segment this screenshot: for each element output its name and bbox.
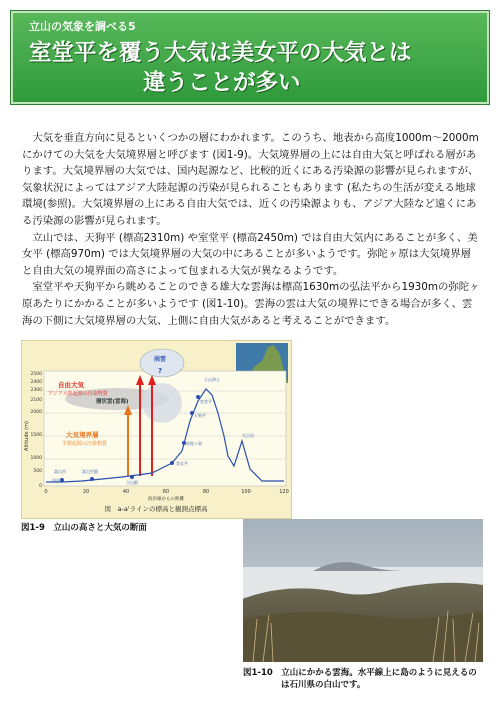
cloud-column (142, 383, 182, 423)
x-tick-labels (44, 489, 288, 495)
x-tick: 80 (202, 489, 210, 495)
atmosphere-cross-section-diagram (22, 341, 291, 518)
y-tick: 0 (39, 484, 42, 489)
page-title-line2: 違うことが多い (143, 70, 301, 96)
y-tick: 1500 (30, 433, 42, 438)
label-asia-pollutant: アジア大陸起源の汚染物質 (48, 391, 108, 397)
figure-inner-caption: 図 a-a'ラインの標高と観測点標高 (104, 505, 208, 513)
y-tick-labels (31, 371, 43, 489)
x-tick: 120 (279, 489, 289, 495)
label-layered-cloud: 層状雲(雲海) (96, 399, 129, 405)
x-tick: 60 (162, 489, 170, 495)
title-banner (11, 11, 489, 104)
x-tick: 40 (122, 489, 130, 495)
y-tick: 2300 (30, 388, 42, 393)
photo-illustration (243, 519, 483, 662)
site-label: 富山市 (54, 469, 66, 474)
site-label: 弥陀ヶ原 (186, 441, 202, 446)
paragraph-3: 室堂平や天狗平から眺めることのできる雄大な雲海は標高1630mの弘法平から1930mの弥陀ヶ原あたりにかかることが多いようです (図1-10)。雲海の雲は大気の境界にできる場合が多く、雲海の下側に大気境界層の大気、上側に自由大気があると考えることができます。 (22, 281, 480, 327)
label-plain-pollutant: 平野起源の汚染物質 (62, 441, 108, 447)
site-label: 大日岳 (242, 433, 254, 438)
body-text (22, 130, 480, 329)
y-tick: 1000 (30, 456, 42, 461)
sea-of-clouds-photo (243, 519, 483, 662)
site-label: 美女平 (176, 461, 188, 466)
x-tick: 100 (241, 489, 251, 495)
site-label: 天狗平 (194, 413, 206, 418)
paragraph-2: 立山では、天狗平 (標高2310m) や室堂平 (標高2450m) では自由大気内にあることが多く、美女平 (標高970m) では大気境界層の大気の中にあることが多いようです。弥陀ヶ原は大気境界層と自由大気の境界面の高さによって包まれる大気が異なるようです。 (22, 231, 478, 277)
y-tick: 2400 (30, 380, 42, 385)
site-label: 国見 (52, 478, 60, 483)
figure-1-10-caption-line1: 図1-10 立山にかかる雲海。水平線上に島のように見えるの (243, 668, 477, 678)
y-axis-label: Altitude (m) (24, 421, 30, 451)
figure-1-9-caption: 図1-9 立山の高さと大気の断面 (21, 523, 147, 533)
site-label: 立山駅 (126, 480, 138, 485)
figure-1-10-caption-line2: は石川県の白山です。 (281, 680, 366, 690)
y-tick: 2000 (30, 410, 42, 415)
x-tick: 20 (82, 489, 90, 495)
y-tick: 2100 (30, 398, 42, 403)
label-free-atmosphere: 自由大気 (58, 381, 84, 389)
y-tick: 500 (33, 469, 42, 474)
site-label: 富山空港 (82, 469, 98, 474)
site-label: 室堂平 (200, 399, 212, 404)
site-label: 立山浄土 (204, 377, 220, 382)
figure-1-10-caption (243, 667, 488, 691)
y-tick: 2500 (30, 372, 42, 377)
figure-1-9 (21, 340, 292, 519)
x-axis-label: 海岸線からの距離 (148, 497, 184, 502)
series-label: 立山の気象を調べる5 (29, 20, 136, 33)
label-boundary-layer: 大気境界層 (66, 431, 99, 439)
x-tick: 0 (44, 489, 48, 495)
page-title-line1: 室堂平を覆う大気は美女平の大気とは (29, 40, 412, 66)
label-question: ? (158, 367, 163, 375)
label-rain-cloud: 雨雲 (154, 356, 167, 363)
paragraph-1: 大気を垂直方向に見るといくつかの層にわかれます。このうち、地表から高度1000m〜2000mにかけての大気を大気境界層と呼びます (図1-9)。大気境界層の上には自由大気と呼ばれる層があります。大気境界層の大気では、国内起源など、比較的近くにある汚染源の影響が見られますが、気象状況によってはアジア大陸起源の汚染が見られることもあります (私たちの生活が変える地球環境(参照)。大気境界層の上にある自由大気では、近くの汚染源よりも、アジア大陸など遠くにある汚染源の影響が見られます。 (22, 132, 479, 227)
